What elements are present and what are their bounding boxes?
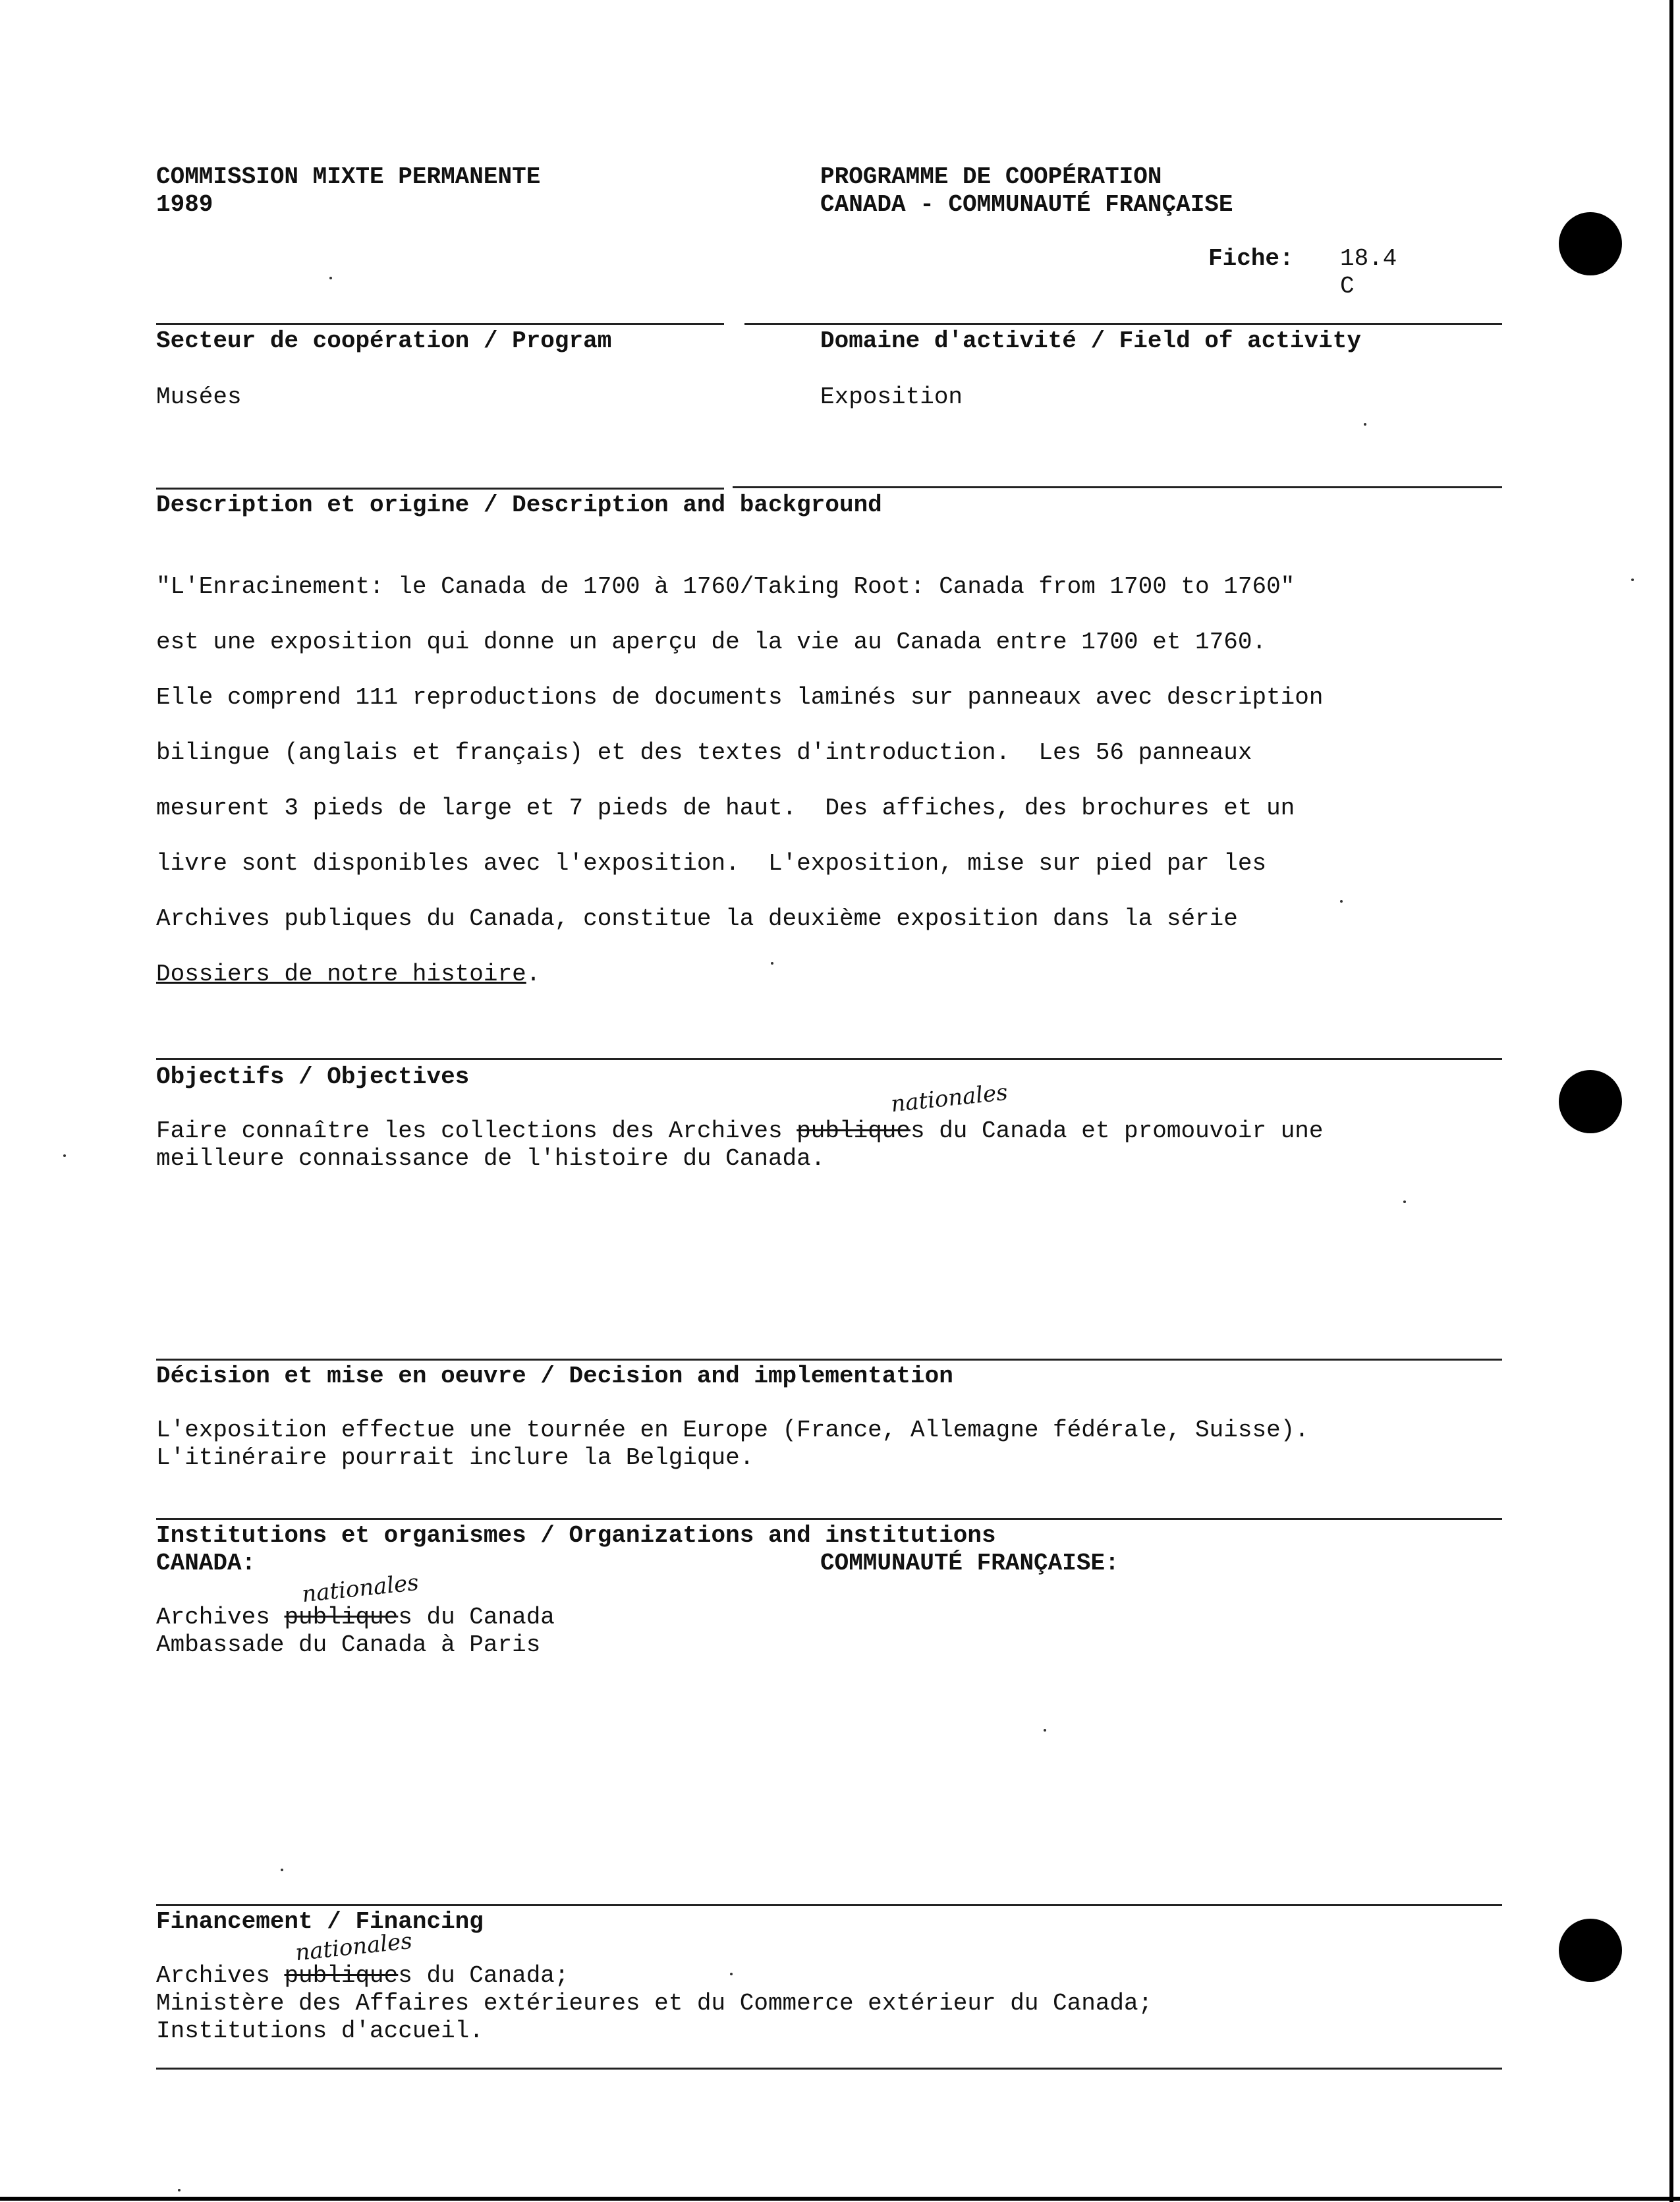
rule-description-left <box>156 488 724 490</box>
header-left-year: 1989 <box>156 191 213 218</box>
fiche-label: Fiche: <box>1208 245 1294 272</box>
objectives-struck-word: publique <box>797 1117 910 1144</box>
scan-speck <box>1340 900 1343 903</box>
rule-objectives <box>156 1058 1502 1060</box>
institutions-handwritten-correction: nationales <box>300 1569 420 1608</box>
objectives-handwritten-correction: nationales <box>889 1079 1009 1118</box>
domain-value: Exposition <box>820 383 963 410</box>
financing-struck-word: publique <box>284 1962 399 1989</box>
scan-speck <box>178 2189 181 2191</box>
objectives-line1 <box>156 1117 1324 1145</box>
institutions-text-after: s du Canada <box>398 1604 555 1631</box>
rule-decision <box>156 1359 1502 1361</box>
financing-line3: Institutions d'accueil. <box>156 2018 484 2045</box>
binder-hole-bottom <box>1559 1919 1622 1982</box>
description-body <box>156 546 1324 1016</box>
binder-hole-middle <box>1559 1070 1622 1133</box>
description-line: bilingue (anglais et français) et des textes d'introduction. Les 56 panneaux <box>156 739 1252 766</box>
rule-bottom <box>156 2068 1502 2070</box>
scan-speck <box>1044 1729 1046 1732</box>
financing-line1 <box>156 1962 569 1990</box>
scan-speck <box>329 277 332 279</box>
header-right-subtitle: CANADA - COMMUNAUTÉ FRANÇAISE <box>820 191 1233 218</box>
header-right-title: PROGRAMME DE COOPÉRATION <box>820 163 1162 190</box>
decision-line2: L'itinéraire pourrait inclure la Belgique. <box>156 1444 754 1471</box>
scan-speck <box>771 962 773 965</box>
canada-label: CANADA: <box>156 1550 256 1577</box>
objectives-text-before: Faire connaître les collections des Archives <box>156 1117 797 1144</box>
header-left-title: COMMISSION MIXTE PERMANENTE <box>156 163 541 190</box>
series-suffix: . <box>526 961 541 988</box>
communaute-label: COMMUNAUTÉ FRANÇAISE: <box>820 1550 1119 1577</box>
financing-handwritten-correction: nationales <box>294 1927 414 1967</box>
scan-speck <box>1403 1200 1406 1203</box>
scan-speck <box>730 1973 733 1975</box>
decision-heading: Décision et mise en oeuvre / Decision and implementation <box>156 1363 953 1390</box>
description-line: est une exposition qui donne un aperçu de la vie au Canada entre 1700 et 1760. <box>156 629 1267 656</box>
institutions-struck-word: publique <box>284 1604 399 1631</box>
sector-value: Musées <box>156 383 242 410</box>
description-line-last <box>156 961 1324 988</box>
scan-speck <box>1631 579 1634 581</box>
rule-description-right <box>733 486 1502 488</box>
description-line: Archives publiques du Canada, constitue la deuxième exposition dans la série <box>156 905 1238 932</box>
description-line: livre sont disponibles avec l'exposition. L'exposition, mise sur pied par les <box>156 850 1267 877</box>
objectives-text-after: s du Canada et promouvoir une <box>910 1117 1324 1144</box>
financing-text-before: Archives <box>156 1962 285 1989</box>
rule-sector-left <box>156 323 724 325</box>
institutions-line1 <box>156 1604 555 1631</box>
page-edge-bottom <box>0 2197 1680 2201</box>
sector-label: Secteur de coopération / Program <box>156 327 612 354</box>
binder-hole-top <box>1559 212 1622 275</box>
objectives-line2: meilleure connaissance de l'histoire du Canada. <box>156 1145 826 1172</box>
financing-heading: Financement / Financing <box>156 1908 484 1935</box>
series-title: Dossiers de notre histoire <box>156 961 526 988</box>
page-edge-right <box>1669 0 1673 2202</box>
fiche-letter: C <box>1340 273 1355 300</box>
decision-line1: L'exposition effectue une tournée en Europe (France, Allemagne fédérale, Suisse). <box>156 1417 1309 1444</box>
fiche-number: 18.4 <box>1340 245 1397 272</box>
rule-institutions <box>156 1518 1502 1520</box>
rule-financing <box>156 1904 1502 1906</box>
objectives-heading: Objectifs / Objectives <box>156 1063 470 1090</box>
institutions-line2: Ambassade du Canada à Paris <box>156 1631 541 1658</box>
description-heading: Description et origine / Description and background <box>156 492 882 519</box>
scan-speck <box>63 1154 66 1157</box>
scan-speck <box>1364 423 1366 426</box>
description-line: "L'Enracinement: le Canada de 1700 à 1760/Taking Root: Canada from 1700 to 1760" <box>156 573 1295 600</box>
financing-text-after: s du Canada; <box>398 1962 569 1989</box>
rule-sector-right <box>744 323 1502 325</box>
institutions-text-before: Archives <box>156 1604 285 1631</box>
description-line: Elle comprend 111 reproductions de documents laminés sur panneaux avec description <box>156 684 1324 711</box>
domain-label: Domaine d'activité / Field of activity <box>820 327 1361 354</box>
description-line: mesurent 3 pieds de large et 7 pieds de haut. Des affiches, des brochures et un <box>156 795 1295 822</box>
scan-speck <box>281 1869 283 1871</box>
institutions-heading: Institutions et organismes / Organizations and institutions <box>156 1522 996 1549</box>
financing-line2: Ministère des Affaires extérieures et du Commerce extérieur du Canada; <box>156 1990 1153 2017</box>
